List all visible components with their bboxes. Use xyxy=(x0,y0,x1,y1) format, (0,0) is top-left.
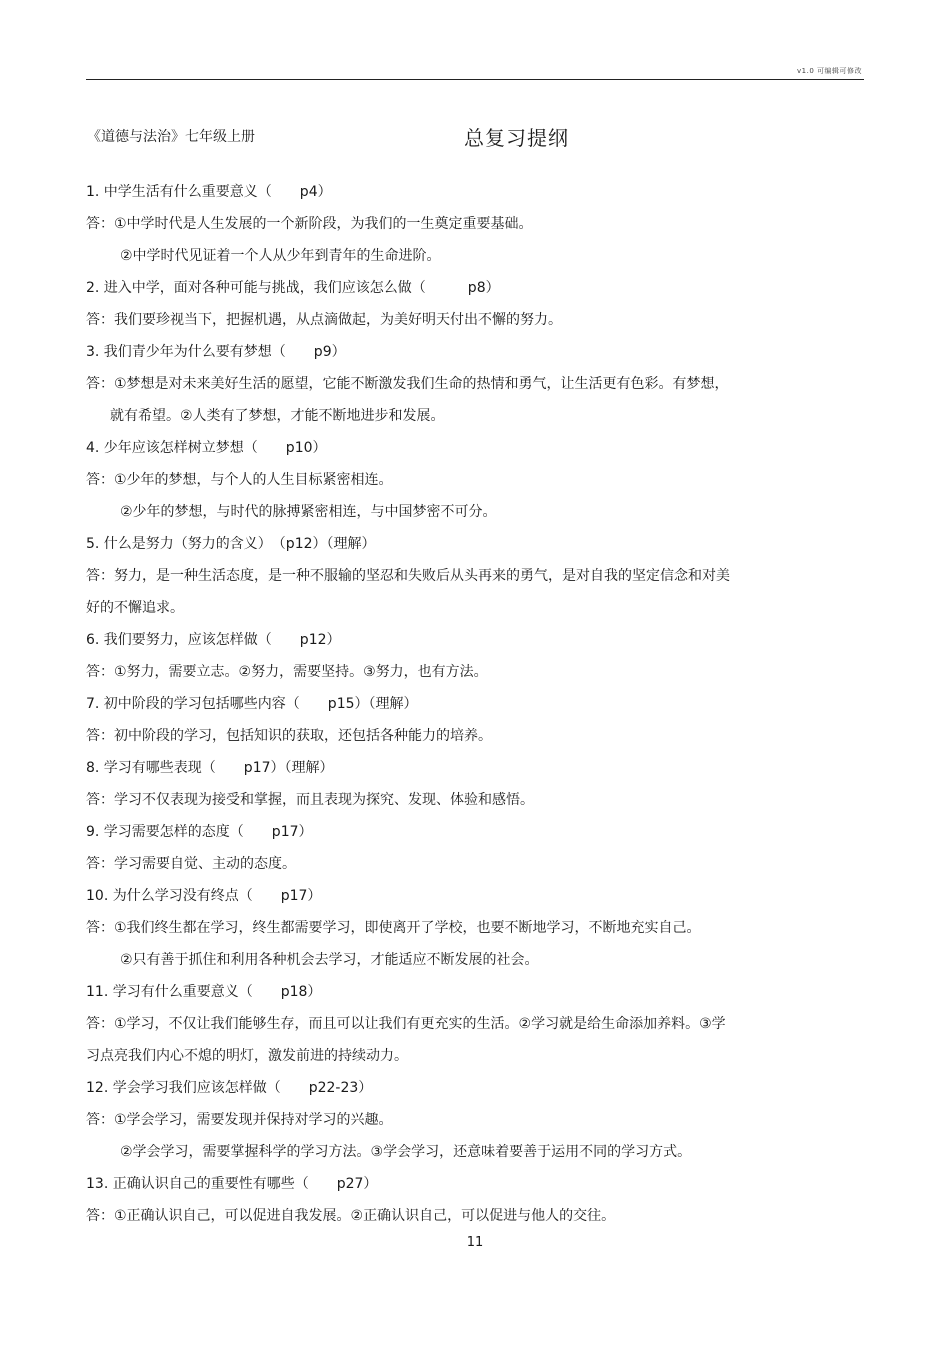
answer-line: 好的不懈追求。 xyxy=(86,600,184,616)
question-line: 5. 什么是努力（努力的含义） （p12）（理解） xyxy=(86,536,376,552)
answer-line: 习点亮我们内心不熄的明灯，激发前进的持续动力。 xyxy=(86,1048,408,1064)
answer-line: ②只有善于抓住和利用各种机会去学习，才能适应不断发展的社会。 xyxy=(120,952,539,968)
answer-line: 答：①学习，不仅让我们能够生存，而且可以让我们有更充实的生活。②学习就是给生命添加养料。③学 xyxy=(86,1016,726,1032)
book-title: 《道德与法治》七年级上册 xyxy=(87,129,255,145)
question-line: 6. 我们要努力，应该怎样做（ p12） xyxy=(86,632,341,648)
answer-line: 就有希望。②人类有了梦想，才能不断地进步和发展。 xyxy=(110,408,445,424)
answer-line: 答：①正确认识自己，可以促进自我发展。②正确认识自己，可以促进与他人的交往。 xyxy=(86,1208,616,1224)
document-title: 总复习提纲 xyxy=(464,126,569,150)
answer-line: 答：我们要珍视当下，把握机遇，从点滴做起，为美好明天付出不懈的努力。 xyxy=(86,312,562,328)
question-line: 9. 学习需要怎样的态度（ p17） xyxy=(86,824,313,840)
question-line: 7. 初中阶段的学习包括哪些内容（ p15）（理解） xyxy=(86,696,418,712)
question-line: 10. 为什么学习没有终点（ p17） xyxy=(86,888,322,904)
question-line: 8. 学习有哪些表现（ p17）（理解） xyxy=(86,760,334,776)
answer-line: 答：努力，是一种生活态度，是一种不服输的坚忍和失败后从头再来的勇气，是对自我的坚定信念和对美 xyxy=(86,568,730,584)
answer-line: 答：①少年的梦想，与个人的人生目标紧密相连。 xyxy=(86,472,393,488)
page-number: 11 xyxy=(466,1235,484,1250)
answer-line: 答：学习需要自觉、主动的态度。 xyxy=(86,856,296,872)
answer-line: 答：①学会学习，需要发现并保持对学习的兴趣。 xyxy=(86,1112,393,1128)
header-divider xyxy=(86,79,864,80)
question-line: 12. 学会学习我们应该怎样做（ p22-23） xyxy=(86,1080,373,1096)
answer-line: 答：初中阶段的学习，包括知识的获取，还包括各种能力的培养。 xyxy=(86,728,492,744)
outline-content xyxy=(86,176,786,1232)
answer-line: 答：①中学时代是人生发展的一个新阶段，为我们的一生奠定重要基础。 xyxy=(86,216,533,232)
answer-line: 答：①我们终生都在学习，终生都需要学习，即使离开了学校，也要不断地学习，不断地充实自己。 xyxy=(86,920,701,936)
question-line: 13. 正确认识自己的重要性有哪些（ p27） xyxy=(86,1176,378,1192)
answer-line: ②学会学习，需要掌握科学的学习方法。③学会学习，还意味着要善于运用不同的学习方式。 xyxy=(120,1144,692,1160)
question-line: 2. 进入中学，面对各种可能与挑战，我们应该怎么做（ p8） xyxy=(86,280,500,296)
answer-line: ②少年的梦想，与时代的脉搏紧密相连，与中国梦密不可分。 xyxy=(120,504,497,520)
question-line: 1. 中学生活有什么重要意义（ p4） xyxy=(86,184,332,200)
question-line: 4. 少年应该怎样树立梦想（ p10） xyxy=(86,440,327,456)
answer-line: 答：①努力，需要立志。②努力，需要坚持。③努力，也有方法。 xyxy=(86,664,488,680)
header-version-note: v1.0 可编辑可修改 xyxy=(797,67,862,75)
answer-line: 答：学习不仅表现为接受和掌握，而且表现为探究、发现、体验和感悟。 xyxy=(86,792,534,808)
answer-line: 答：①梦想是对未来美好生活的愿望，它能不断激发我们生命的热情和勇气，让生活更有色彩。有梦想， xyxy=(86,376,729,392)
question-line: 11. 学习有什么重要意义（ p18） xyxy=(86,984,322,1000)
question-line: 3. 我们青少年为什么要有梦想（ p9） xyxy=(86,344,346,360)
answer-line: ②中学时代见证着一个人从少年到青年的生命进阶。 xyxy=(120,248,441,264)
